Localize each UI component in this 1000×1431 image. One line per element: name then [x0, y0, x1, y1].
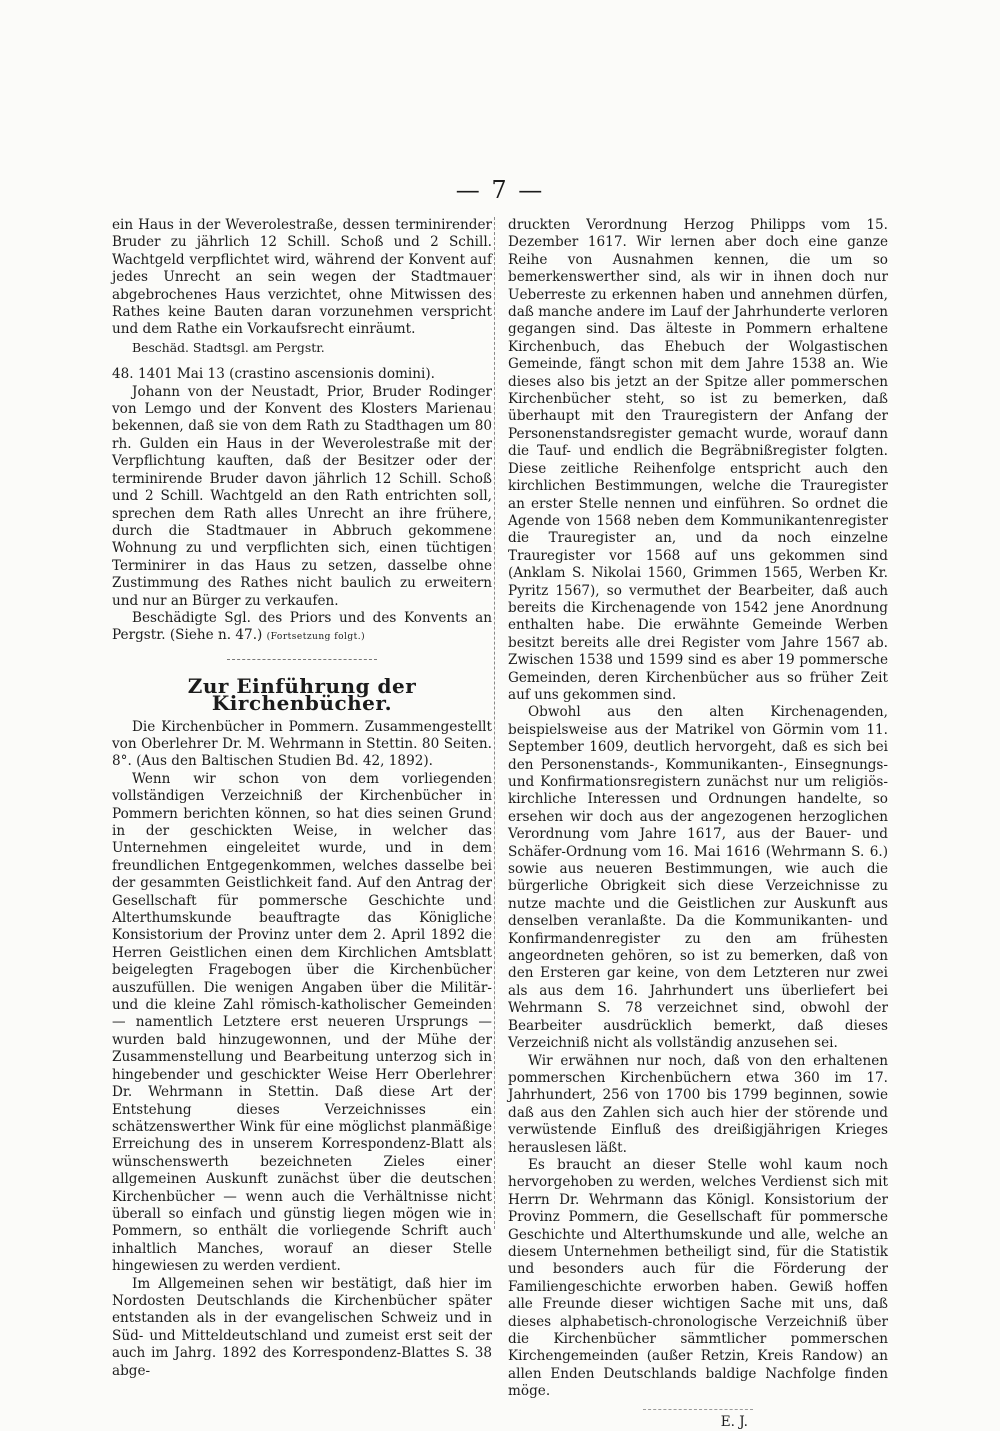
column-divider	[494, 217, 495, 1229]
author-signature: E. J.	[720, 1413, 748, 1430]
continued-entry-seal-note: Beschäd. Stadtsgl. am Pergstr.	[132, 339, 325, 355]
continuation-note: (Fortsetzung folgt.)	[266, 632, 366, 643]
section-separator	[227, 659, 377, 660]
article-heading: Zur Einführung der Kirchenbücher.	[187, 673, 417, 716]
article-paragraph-5: Wir erwähnen nur noch, daß von den erhaltenen pommerschen Kirchenbüchern etwa 360 im 17. Jahrhundert, 256 von 1700 bis 1799 beginnen, sowie daß aus den Zahlen sich auch hier der störende und verwüstende Einfluß des dreißigjährigen Krieges herauslesen läßt.	[508, 1052, 888, 1156]
entry-48-seal-note	[112, 610, 492, 647]
entry-48-text: Johann von der Neustadt, Prior, Bruder Rodinger von Lemgo und der Konvent des Klosters Marienau bekennen, daß sie von dem Rath zu Stadthagen um 80 rh. Gulden ein Haus in der Weverolestraße mit der Verpflichtung kauften, daß der Besitzer oder der terminirende Bruder davon jährlich 12 Schill. Schoß und 2 Schill. Wachtgeld an den Rath entrichten soll, sprechen dem Rath alles Unrecht an ihre frühere, durch die Stadtmauer in Abbruch gekommene Wohnung zu und verpflichten sich, einen tüchtigen Terminirer in das Haus zu setzen, dasselbe ohne Zustimmung des Rathes nicht baulich zu erweitern und nur an Bürger zu verkaufen.	[112, 383, 492, 609]
book-reference: Die Kirchenbücher in Pommern. Zusammengestellt von Oberlehrer Dr. M. Wehrmann in Stettin. 80 Seiten. 8°. (Aus den Baltischen Studien Bd. 42, 1892).	[112, 718, 492, 770]
article-paragraph-1: Wenn wir schon von dem vorliegenden vollständigen Verzeichniß der Kirchenbücher in Pommern berichten können, so hat dies seinen Grund in der geschickten Weise, in welcher das Unternehmen eingeleitet wurde, und in dem freundlichen Entgegenkommen, welches dasselbe bei der gesammten Geistlichkeit fand. Auf den Antrag der Gesellschaft für pommersche Geschichte und Alterthumskunde beauftragte das Königliche Konsistorium der Provinz unter dem 2. April 1892 die Herren Geistlichen einen dem Kirchlichen Amtsblatt beigelegten Fragebogen über die Kirchenbücher auszufüllen. Die wenigen Angaben über die Militär- und die kleine Zahl römisch-katholischer Gemeinden — namentlich Letztere erst neueren Ursprungs — wurden bald hinzugewonnen, und der Mühe der Zusammenstellung und Bearbeitung unterzog sich in hingebender und geschickter Weise Herr Oberlehrer Dr. Wehrmann in Stettin. Daß diese Art der Entstehung dieses Verzeichnisses ein schätzenswerther Wink für eine möglichst planmäßige Erreichung des in unserem Korrespondenz-Blatt als wünschenswerth bezeichneten Zieles einer allgemeinen Auskunft zunächst über die deutschen Kirchenbücher — wenn auch die Verhältnisse nicht überall so einfach und günstig liegen mögen wie in Pommern, so enthält die vorliegende Schrift auch inhaltlich Manches, worauf an dieser Stelle hingewiesen zu werden verdient.	[112, 770, 492, 1275]
entry-48-heading: 48. 1401 Mai 13 (crastino ascensionis domini).	[112, 366, 435, 383]
article-paragraph-3: druckten Verordnung Herzog Philipps vom 15. Dezember 1617. Wir lernen aber doch eine ganze Reihe von Ausnahmen kennen, die um so bemerkenswerther sind, als wir in ihnen doch nur Ueberreste zu erkennen haben und annehmen dürfen, daß manche andere im Lauf der Jahrhunderte verloren gegangen sind. Das älteste in Pommern erhaltene Kirchenbuch, das Ehebuch der Wolgastischen Gemeinde, fängt schon mit dem Jahre 1538 an. Wie dieses also bis jetzt an der Spitze aller pommerschen Kirchenbücher steht, so ist zu bemerken, daß überhaupt mit den Trauregistern der Anfang der Personenstandsregister gemacht wurde, worauf dann die Tauf- und endlich die Begräbnißregister folgten. Diese zeitliche Reihenfolge entspricht auch den kirchlichen Bestimmungen, welche die Trauregister an erster Stelle nennen und einführen. So ordnet die Agende von 1568 neben dem Kommunikantenregister die Trauregister an, und da noch einzelne Trauregister vor 1568 auf uns gekommen sind (Anklam S. Nikolai 1560, Grimmen 1565, Werben Kr. Pyritz 1567), so vermuthet der Bearbeiter, daß auch bereits die Kirchenagende von 1542 jene Anordnung enthalten habe. Die erwähnte Gemeinde Werben besitzt bereits alle drei Register vom Jahre 1567 ab. Zwischen 1538 und 1599 sind es aber 19 pommersche Gemeinden, deren Kirchenbücher aus so früher Zeit auf uns gekommen sind.	[508, 217, 888, 703]
article-paragraph-6: Es braucht an dieser Stelle wohl kaum noch hervorgehoben zu werden, welches Verdienst sich mit Herrn Dr. Wehrmann das Königl. Konsistorium der Provinz Pommern, die Gesellschaft für pommersche Geschichte und Alterthumskunde und alle, welche an diesem Unternehmen betheiligt sind, für die Statistik und besonders auch für die Förderung der Familiengeschichte erworben haben. Gewiß hoffen alle Freunde dieser wichtigen Sache mit uns, daß dieses alphabetisch-chronologische Verzeichniß über die Kirchenbücher sämmtlicher pommerschen Kirchengemeinden (außer Retzin, Kreis Randow) an allen Enden Deutschlands baldige Nachfolge finden möge.	[508, 1156, 888, 1400]
entry-48-seal-text: Beschädigte Sgl. des Priors und des Konvents an Pergstr. (Siehe n. 47.)	[112, 609, 492, 644]
continued-entry-text: ein Haus in der Weverolestraße, dessen terminirender Bruder zu jährlich 12 Schill. Schoß und 2 Schill. Wachtgeld verpflichtet wird, während der Konvent auf jedes Unrecht an sein wegen der Stadtmauer abgebrochenes Haus verzichtet, ohne Mitwissen des Rathes keine Bauten daran vorzunehmen verspricht und dem Rathe ein Vorkaufsrecht einräumt.	[112, 217, 492, 338]
right-column	[508, 217, 888, 1431]
page-number: — 7 —	[455, 176, 545, 204]
article-paragraph-2: Im Allgemeinen sehen wir bestätigt, daß hier im Nordosten Deutschlands die Kirchenbücher später entstanden als in der evangelischen Schweiz und in Süd- und Mitteldeutschland und zumeist erst seit der auch im Jahrg. 1892 des Korrespondenz-Blattes S. 38 abge-	[112, 1275, 492, 1379]
left-column	[112, 217, 492, 1380]
end-separator	[643, 1409, 753, 1410]
article-paragraph-4: Obwohl aus den alten Kirchenagenden, beispielsweise aus der Matrikel von Görmin vom 11. September 1609, deutlich hervorgeht, daß es sich bei den Personenstands-, Kommunikanten-, Einsegnungs- und Konfirmationsregistern zunächst nur um religiös-kirchliche Interessen und Ordnungen handelte, so ersehen wir doch aus der angezogenen herzoglichen Verordnung vom Jahre 1617, aus der Bauer- und Schäfer-Ordnung vom 16. Mai 1616 (Wehrmann S. 6.) sowie aus neueren Bestimmungen, wie auch die bürgerliche Obrigkeit sich diese Verzeichnisse zu nutze machte und die Geistlichen zur Auskunft aus denselben veranlaßte. Da die Kommunikanten- und Konfirmandenregister zu den am frühesten angeordneten gehören, so ist zu bemerken, daß von den Ersteren gar keine, von dem Letzteren nur zwei als aus dem 16. Jahrhundert uns überliefert bei Wehrmann S. 78 verzeichnet sind, obwohl der Bearbeiter ausdrücklich bemerkt, daß dieses Verzeichniß nicht als vollständig anzusehen sei.	[508, 704, 888, 1052]
